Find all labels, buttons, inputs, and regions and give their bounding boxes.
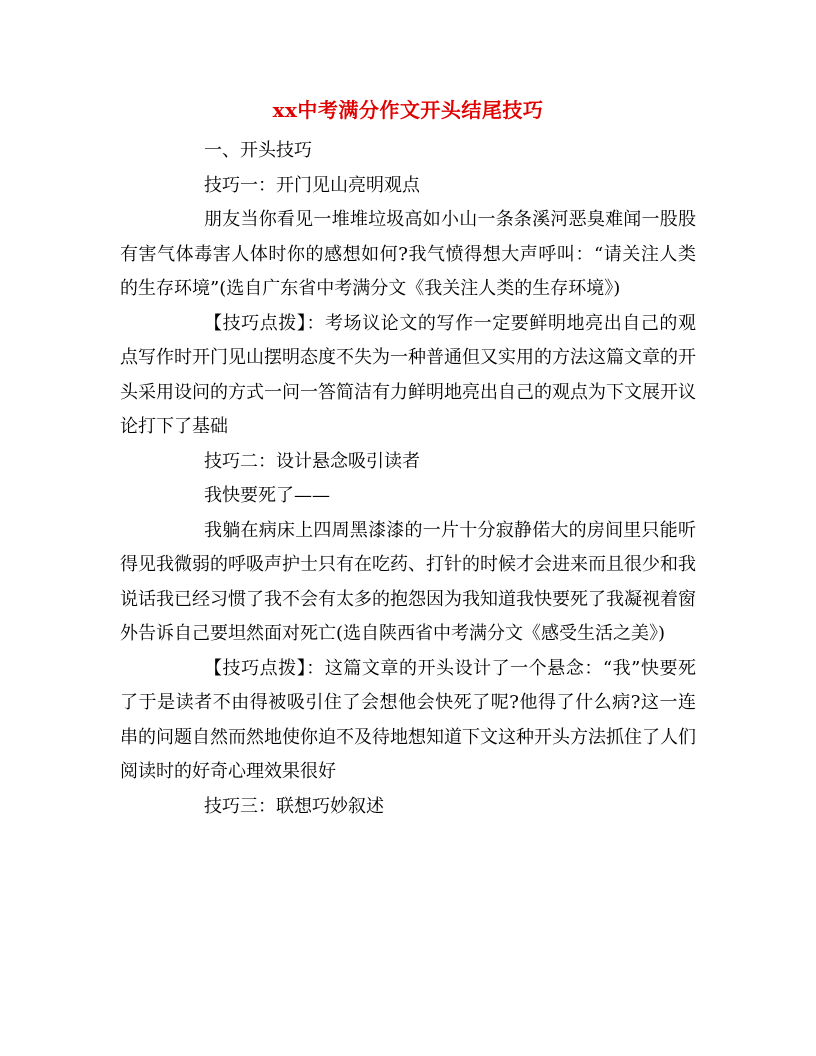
paragraph-technique-3-heading: 技巧三：联想巧妙叙述 [204,795,384,817]
paragraph-example-1: 朋友当你看见一堆堆垃圾高如小山一条条溪河恶臭难闻一股股有害气体毒害人体时你的感想如何?我气愤得想大声呼叫：“请关注人类的生存环境”(选自广东省中考满分文《我关注人类的生存环境》) [120,209,696,299]
paragraph-technique-1-heading: 技巧一：开门见山亮明观点 [204,174,420,196]
paragraph-example-2: 我躺在病床上四周黑漆漆的一片十分寂静偌大的房间里只能听得见我微弱的呼吸声护士只有在吃药、打针的时候才会进来而且很少和我说话我已经习惯了我不会有太多的抱怨因为我知道我快要死了我凝视着窗外告诉自己要坦然面对死亡(选自陕西省中考满分文《感受生活之美》) [120,519,696,644]
paragraph-section-heading: 一、开头技巧 [204,140,312,161]
paragraph-example-2-opening: 我快要死了—— [204,485,330,506]
document-title: xx中考满分作文开头结尾技巧 [272,98,544,122]
paragraph-tip-2: 【技巧点拨】：这篇文章的开头设计了一个悬念：“我”快要死了于是读者不由得被吸引住了会想他会快死了呢?他得了什么病?这一连串的问题自然而然地使你迫不及待地想知道下文这种开头方法抓住了人们阅读时的好奇心理效果很好 [120,657,696,782]
paragraph-tip-1: 【技巧点拨】：考场议论文的写作一定要鲜明地亮出自己的观点写作时开门见山摆明态度不失为一种普通但又实用的方法这篇文章的开头采用设问的方式一问一答简洁有力鲜明地亮出自己的观点为下文展开议论打下了基础 [120,312,696,437]
document-body [120,134,696,824]
paragraph-technique-2-heading: 技巧二：设计悬念吸引读者 [204,450,420,472]
